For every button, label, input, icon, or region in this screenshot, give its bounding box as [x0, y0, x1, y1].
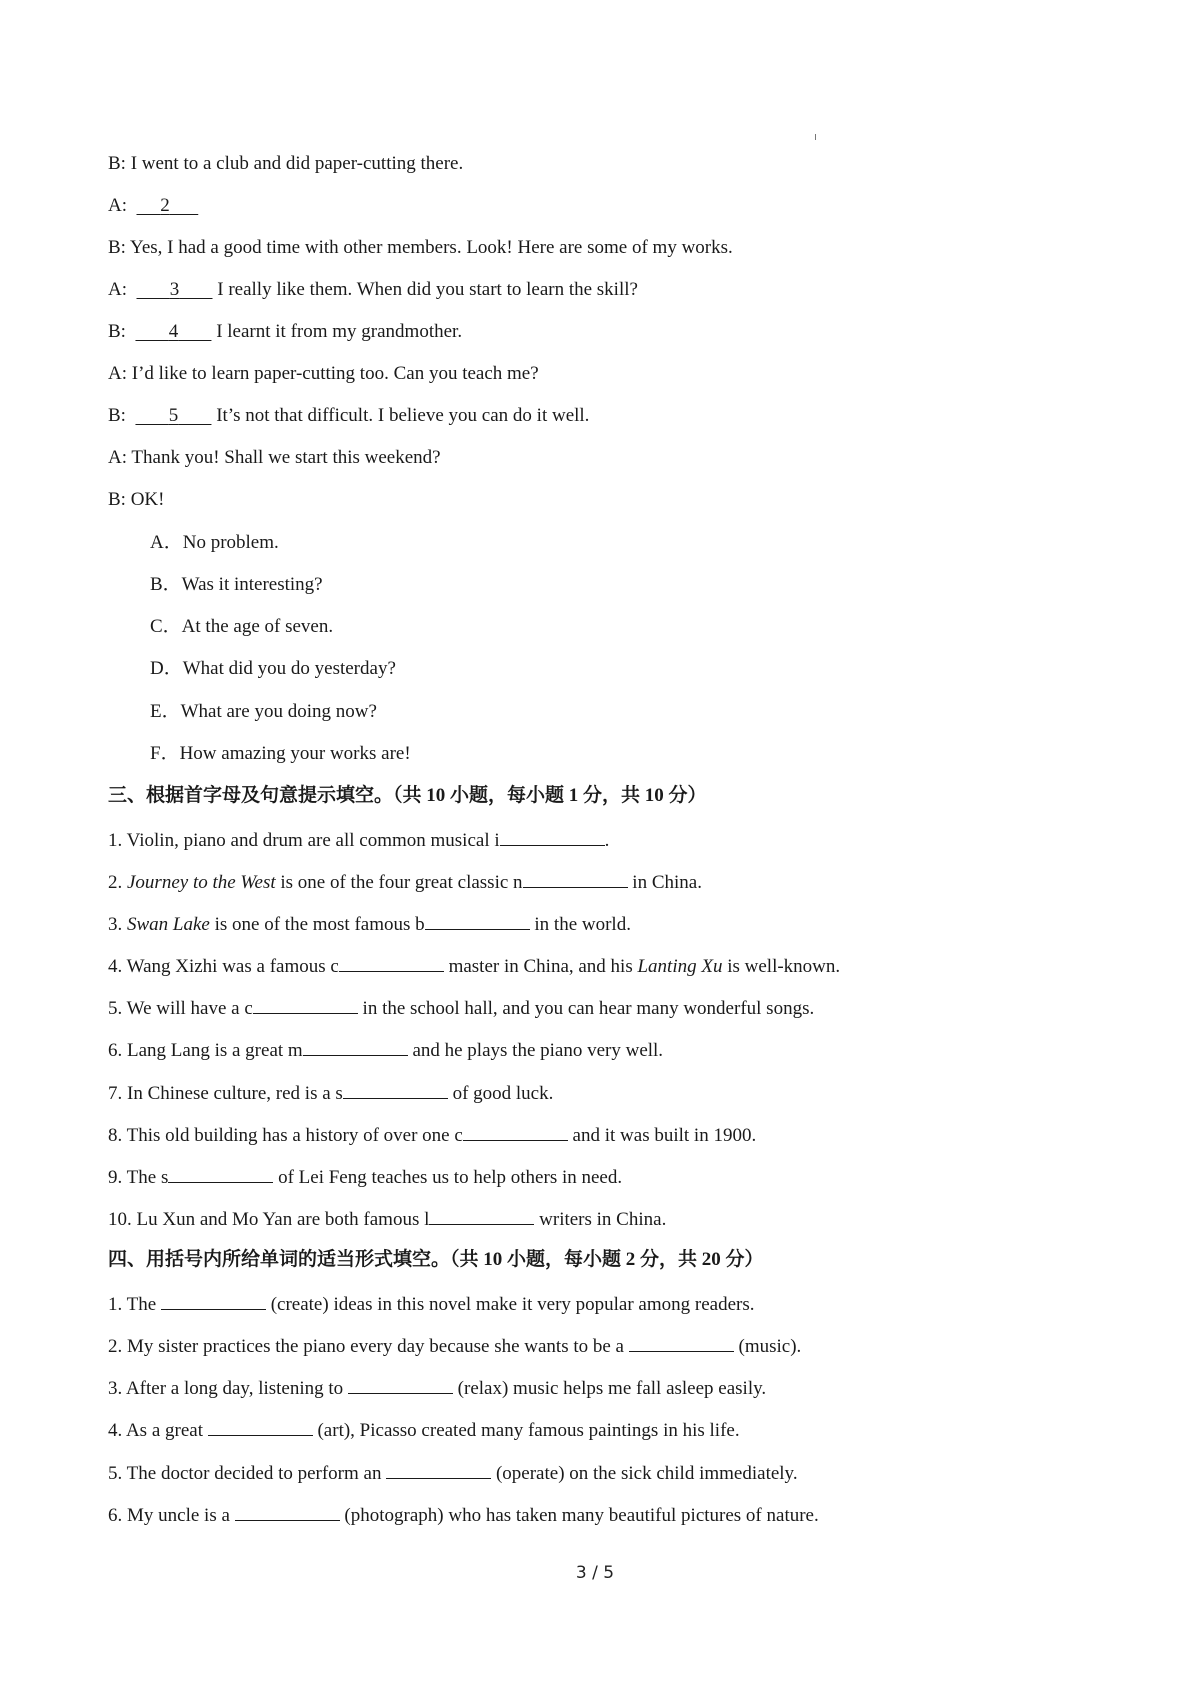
question-item: 9. The s of Lei Feng teaches us to help others in need. [108, 1164, 622, 1190]
stray-mark [815, 134, 816, 140]
dialogue-line: B: 4 I learnt it from my grandmother. [108, 321, 463, 342]
dialogue-text: Thank you! Shall we start this weekend? [127, 447, 441, 468]
option-c: C．At the age of seven. [150, 616, 334, 637]
option-d: D．What did you do yesterday? [150, 658, 396, 679]
answer-blank [339, 953, 444, 972]
option-b: B．Was it interesting? [150, 574, 323, 595]
dialogue-line: A: 3 I really like them. When did you start to learn the skill? [108, 279, 638, 300]
dialogue-line [108, 152, 463, 176]
answer-blank [629, 1333, 734, 1352]
question-item: 5. The doctor decided to perform an (operate) on the sick child immediately. [108, 1460, 798, 1486]
question-item: 10. Lu Xun and Mo Yan are both famous l writers in China. [108, 1206, 666, 1232]
question-item: 4. Wang Xizhi was a famous c master in China, and his Lanting Xu is well-known. [108, 953, 840, 979]
answer-blank [235, 1502, 340, 1521]
dialogue-line [108, 488, 164, 512]
answer-blank [500, 827, 605, 846]
answer-blank [463, 1122, 568, 1141]
section-3-heading: 三、根据首字母及句意提示填空。（共 10 小题，每小题 1 分，共 10 分） [108, 785, 707, 806]
dialogue-line [108, 236, 733, 260]
question-item: 4. As a great (art), Picasso created many famous paintings in his life. [108, 1417, 740, 1443]
question-item: 1. Violin, piano and drum are all common musical i . [108, 827, 609, 853]
answer-blank [343, 1080, 448, 1099]
answer-blank [429, 1206, 534, 1225]
question-item: 8. This old building has a history of over one c and it was built in 1900. [108, 1122, 756, 1148]
question-item: 1. The (create) ideas in this novel make it very popular among readers. [108, 1291, 755, 1317]
speaker: B: [108, 405, 126, 426]
question-item: 5. We will have a c in the school hall, and you can hear many wonderful songs. [108, 995, 814, 1021]
answer-blank [161, 1291, 266, 1310]
speaker: B: [108, 489, 126, 510]
dialogue-line [108, 446, 441, 470]
answer-blank [303, 1037, 408, 1056]
question-item: 6. Lang Lang is a great m and he plays the piano very well. [108, 1037, 663, 1063]
speaker: A: [108, 447, 127, 468]
answer-blank [523, 869, 628, 888]
speaker: A: [108, 363, 127, 384]
answer-blank [425, 911, 530, 930]
question-item: 2. My sister practices the piano every day because she wants to be a (music). [108, 1333, 801, 1359]
question-item: 6. My uncle is a (photograph) who has taken many beautiful pictures of nature. [108, 1502, 819, 1528]
answer-blank [208, 1417, 313, 1436]
question-item: 7. In Chinese culture, red is a s of good luck. [108, 1080, 553, 1106]
speaker: A: [108, 195, 127, 216]
dialogue-text: I went to a club and did paper-cutting there. [125, 153, 464, 174]
dialogue-text: OK! [125, 489, 165, 510]
answer-blank [386, 1460, 491, 1479]
question-item: 2. Journey to the West is one of the four great classic n in China. [108, 869, 702, 895]
page-number: 3 / 5 [575, 1563, 615, 1583]
question-item: 3. After a long day, listening to (relax) music helps me fall asleep easily. [108, 1375, 766, 1401]
speaker: B: [108, 237, 126, 258]
option-e: E．What are you doing now? [150, 701, 377, 722]
speaker: B: [108, 153, 126, 174]
answer-blank: 4 [168, 321, 179, 342]
speaker: B: [108, 321, 126, 342]
option-f: F．How amazing your works are! [150, 743, 411, 764]
dialogue-line: B: 5 It’s not that difficult. I believe you can do it well. [108, 405, 590, 426]
dialogue-text: I’d like to learn paper-cutting too. Can you teach me? [127, 363, 539, 384]
dialogue-line [108, 362, 539, 386]
answer-blank: 2 [160, 195, 170, 216]
answer-blank: 5 [168, 405, 179, 426]
dialogue-line [108, 194, 198, 218]
option-a: A．No problem. [150, 532, 279, 553]
answer-blank [253, 995, 358, 1014]
speaker: A: [108, 279, 127, 300]
answer-blank [348, 1375, 453, 1394]
dialogue-text: Yes, I had a good time with other members. Look! Here are some of my works. [125, 237, 733, 258]
section-4-heading: 四、用括号内所给单词的适当形式填空。（共 10 小题，每小题 2 分，共 20 分） [108, 1249, 764, 1270]
question-item: 3. Swan Lake is one of the most famous b in the world. [108, 911, 631, 937]
answer-blank [168, 1164, 273, 1183]
answer-blank: 3 [169, 279, 180, 300]
